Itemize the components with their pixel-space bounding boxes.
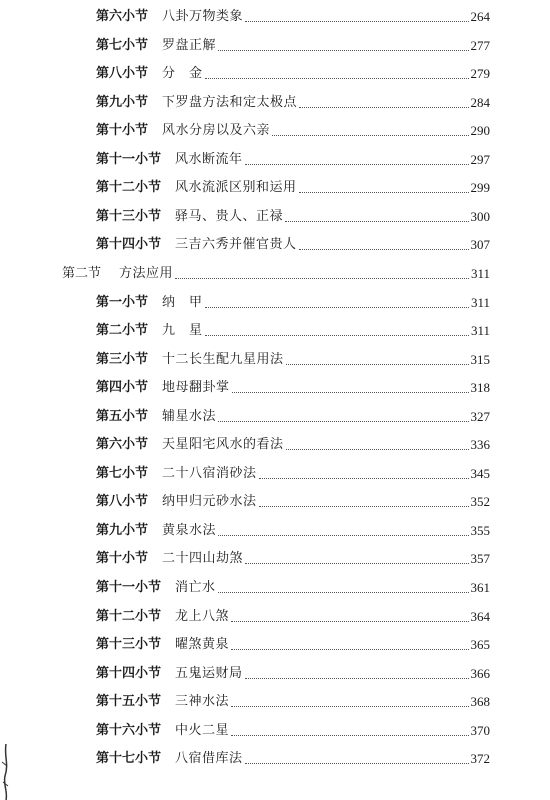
entry-number: 第十一小节 [96, 580, 162, 595]
entry-page-number: 284 [470, 94, 490, 110]
entry-title: 纳甲归元砂水法 [162, 494, 257, 510]
dot-leader [218, 591, 469, 593]
dot-leader [286, 363, 469, 365]
entry-page-number: 307 [470, 237, 490, 253]
entry-number: 第二节 [62, 265, 102, 281]
entry-title: 消亡水 [175, 580, 216, 595]
entry-title: 八卦万物类象 [162, 9, 244, 24]
entry-title: 风水流派区别和运用 [175, 180, 297, 196]
entry-number: 第七小节 [96, 37, 149, 53]
toc-subsection-entry [96, 289, 490, 311]
dot-leader [231, 620, 468, 622]
toc-subsection-entry [96, 431, 490, 453]
entry-page-number: 364 [470, 608, 490, 624]
entry-title: 曜煞黄泉 [175, 637, 230, 653]
dot-leader [285, 220, 468, 222]
toc-subsection-entry [96, 89, 490, 111]
dot-leader [299, 106, 468, 108]
entry-page-number: 361 [470, 580, 490, 595]
entry-number: 第二小节 [96, 323, 149, 339]
entry-number: 第九小节 [96, 94, 149, 110]
entry-page-number: 311 [470, 323, 490, 339]
toc-subsection-entry [96, 32, 490, 54]
toc-subsection-entry [96, 631, 490, 653]
entry-page-number: 336 [470, 437, 490, 453]
entry-number: 第一小节 [96, 294, 149, 310]
toc-subsection-entry [96, 146, 490, 168]
entry-page-number: 372 [470, 751, 490, 767]
entry-title: 龙上八煞 [175, 608, 230, 624]
dot-leader [205, 306, 469, 308]
dot-leader [299, 191, 469, 193]
dot-leader [175, 277, 469, 279]
entry-title: 地母翻卦掌 [162, 380, 230, 396]
toc-subsection-entry [96, 660, 490, 682]
entry-page-number: 299 [470, 180, 490, 196]
dot-leader [218, 49, 468, 51]
entry-number: 第十四小节 [96, 237, 162, 253]
entry-number: 第八小节 [96, 494, 149, 510]
entry-number: 第十小节 [96, 123, 149, 139]
entry-number: 第十六小节 [96, 722, 162, 738]
toc-subsection-entry [96, 574, 490, 596]
toc-subsection-entry [96, 174, 490, 196]
entry-title: 黄泉水法 [162, 522, 217, 538]
entry-number: 第六小节 [96, 437, 149, 453]
toc-subsection-entry [96, 603, 490, 625]
toc-subsection-entry [96, 346, 490, 368]
dot-leader [218, 420, 468, 422]
entry-page-number: 370 [470, 722, 490, 738]
entry-title: 下罗盘方法和定太极点 [162, 94, 298, 110]
dot-leader [205, 334, 469, 336]
toc-subsection-entry [96, 60, 490, 82]
entry-title: 十二长生配九星用法 [162, 351, 284, 367]
toc-subsection-entry [96, 117, 490, 139]
entry-page-number: 311 [470, 294, 490, 310]
entry-title: 九 星 [162, 323, 203, 339]
entry-title: 五鬼运财局 [175, 665, 243, 681]
dot-leader [245, 677, 469, 679]
entry-number: 第十小节 [96, 551, 149, 567]
dot-leader [205, 77, 469, 79]
entry-title: 辅星水法 [162, 408, 217, 424]
entry-title: 八宿借库法 [175, 751, 243, 767]
entry-title: 方法应用 [119, 265, 174, 281]
entry-page-number: 300 [470, 208, 490, 224]
toc-subsection-entry [96, 203, 490, 225]
dot-leader [231, 734, 468, 736]
toc-subsection-entry [96, 3, 490, 25]
entry-number: 第十一小节 [96, 151, 162, 167]
entry-title: 中火二星 [175, 722, 230, 738]
toc-subsection-entry [96, 545, 490, 567]
toc-subsection-entry [96, 717, 490, 739]
dot-leader [232, 391, 469, 393]
entry-page-number: 345 [470, 465, 490, 481]
entry-number: 第十三小节 [96, 637, 162, 653]
entry-number: 第六小节 [96, 9, 149, 24]
entry-number: 第四小节 [96, 380, 149, 396]
entry-title: 罗盘正解 [162, 37, 217, 53]
entry-number: 第十二小节 [96, 608, 162, 624]
dot-leader [245, 20, 468, 22]
entry-page-number: 318 [470, 380, 490, 396]
entry-page-number: 327 [470, 408, 490, 424]
entry-title: 二十八宿消砂法 [162, 465, 257, 481]
toc-subsection-entry [96, 460, 490, 482]
entry-title: 分 金 [162, 66, 203, 82]
toc-subsection-entry [96, 231, 490, 253]
entry-page-number: 357 [470, 551, 490, 567]
entry-title: 天星阳宅风水的看法 [162, 437, 284, 453]
entry-number: 第十四小节 [96, 665, 162, 681]
entry-title: 风水断流年 [175, 151, 243, 167]
toc-subsection-entry [96, 688, 490, 710]
toc-section-entry [62, 260, 490, 282]
dot-leader [231, 705, 468, 707]
dot-leader [299, 248, 469, 250]
entry-page-number: 264 [470, 9, 490, 24]
entry-number: 第十二小节 [96, 180, 162, 196]
entry-title: 二十四山劫煞 [162, 551, 244, 567]
dot-leader [245, 163, 469, 165]
dot-leader [259, 505, 469, 507]
dot-leader [272, 134, 468, 136]
entry-page-number: 368 [470, 694, 490, 710]
entry-number: 第三小节 [96, 351, 149, 367]
toc-subsection-entry [96, 317, 490, 339]
dot-leader [231, 648, 468, 650]
dot-leader [218, 534, 468, 536]
entry-page-number: 365 [470, 637, 490, 653]
entry-number: 第九小节 [96, 522, 149, 538]
entry-page-number: 311 [470, 265, 490, 281]
dot-leader [259, 477, 469, 479]
entry-title: 三吉六秀并催官贵人 [175, 237, 297, 253]
entry-page-number: 352 [470, 494, 490, 510]
entry-page-number: 277 [470, 37, 490, 53]
page-edge-mark [0, 742, 14, 800]
entry-number: 第十三小节 [96, 208, 162, 224]
entry-number: 第八小节 [96, 66, 149, 82]
entry-title: 纳 甲 [162, 294, 203, 310]
entry-title: 三神水法 [175, 694, 230, 710]
entry-number: 第十五小节 [96, 694, 162, 710]
entry-page-number: 315 [470, 351, 490, 367]
toc-subsection-entry [96, 745, 490, 767]
entry-number: 第五小节 [96, 408, 149, 424]
entry-page-number: 279 [470, 66, 490, 82]
entry-title: 驿马、贵人、正禄 [175, 208, 284, 224]
toc-subsection-entry [96, 374, 490, 396]
entry-page-number: 355 [470, 522, 490, 538]
dot-leader [245, 562, 468, 564]
entry-title: 风水分房以及六亲 [162, 123, 271, 139]
dot-leader [245, 762, 469, 764]
entry-page-number: 290 [470, 123, 490, 139]
entry-page-number: 366 [470, 665, 490, 681]
entry-page-number: 297 [470, 151, 490, 167]
toc-subsection-entry [96, 403, 490, 425]
entry-number: 第七小节 [96, 465, 149, 481]
entry-number: 第十七小节 [96, 751, 162, 767]
toc-subsection-entry [96, 488, 490, 510]
toc-subsection-entry [96, 517, 490, 539]
dot-leader [286, 448, 469, 450]
